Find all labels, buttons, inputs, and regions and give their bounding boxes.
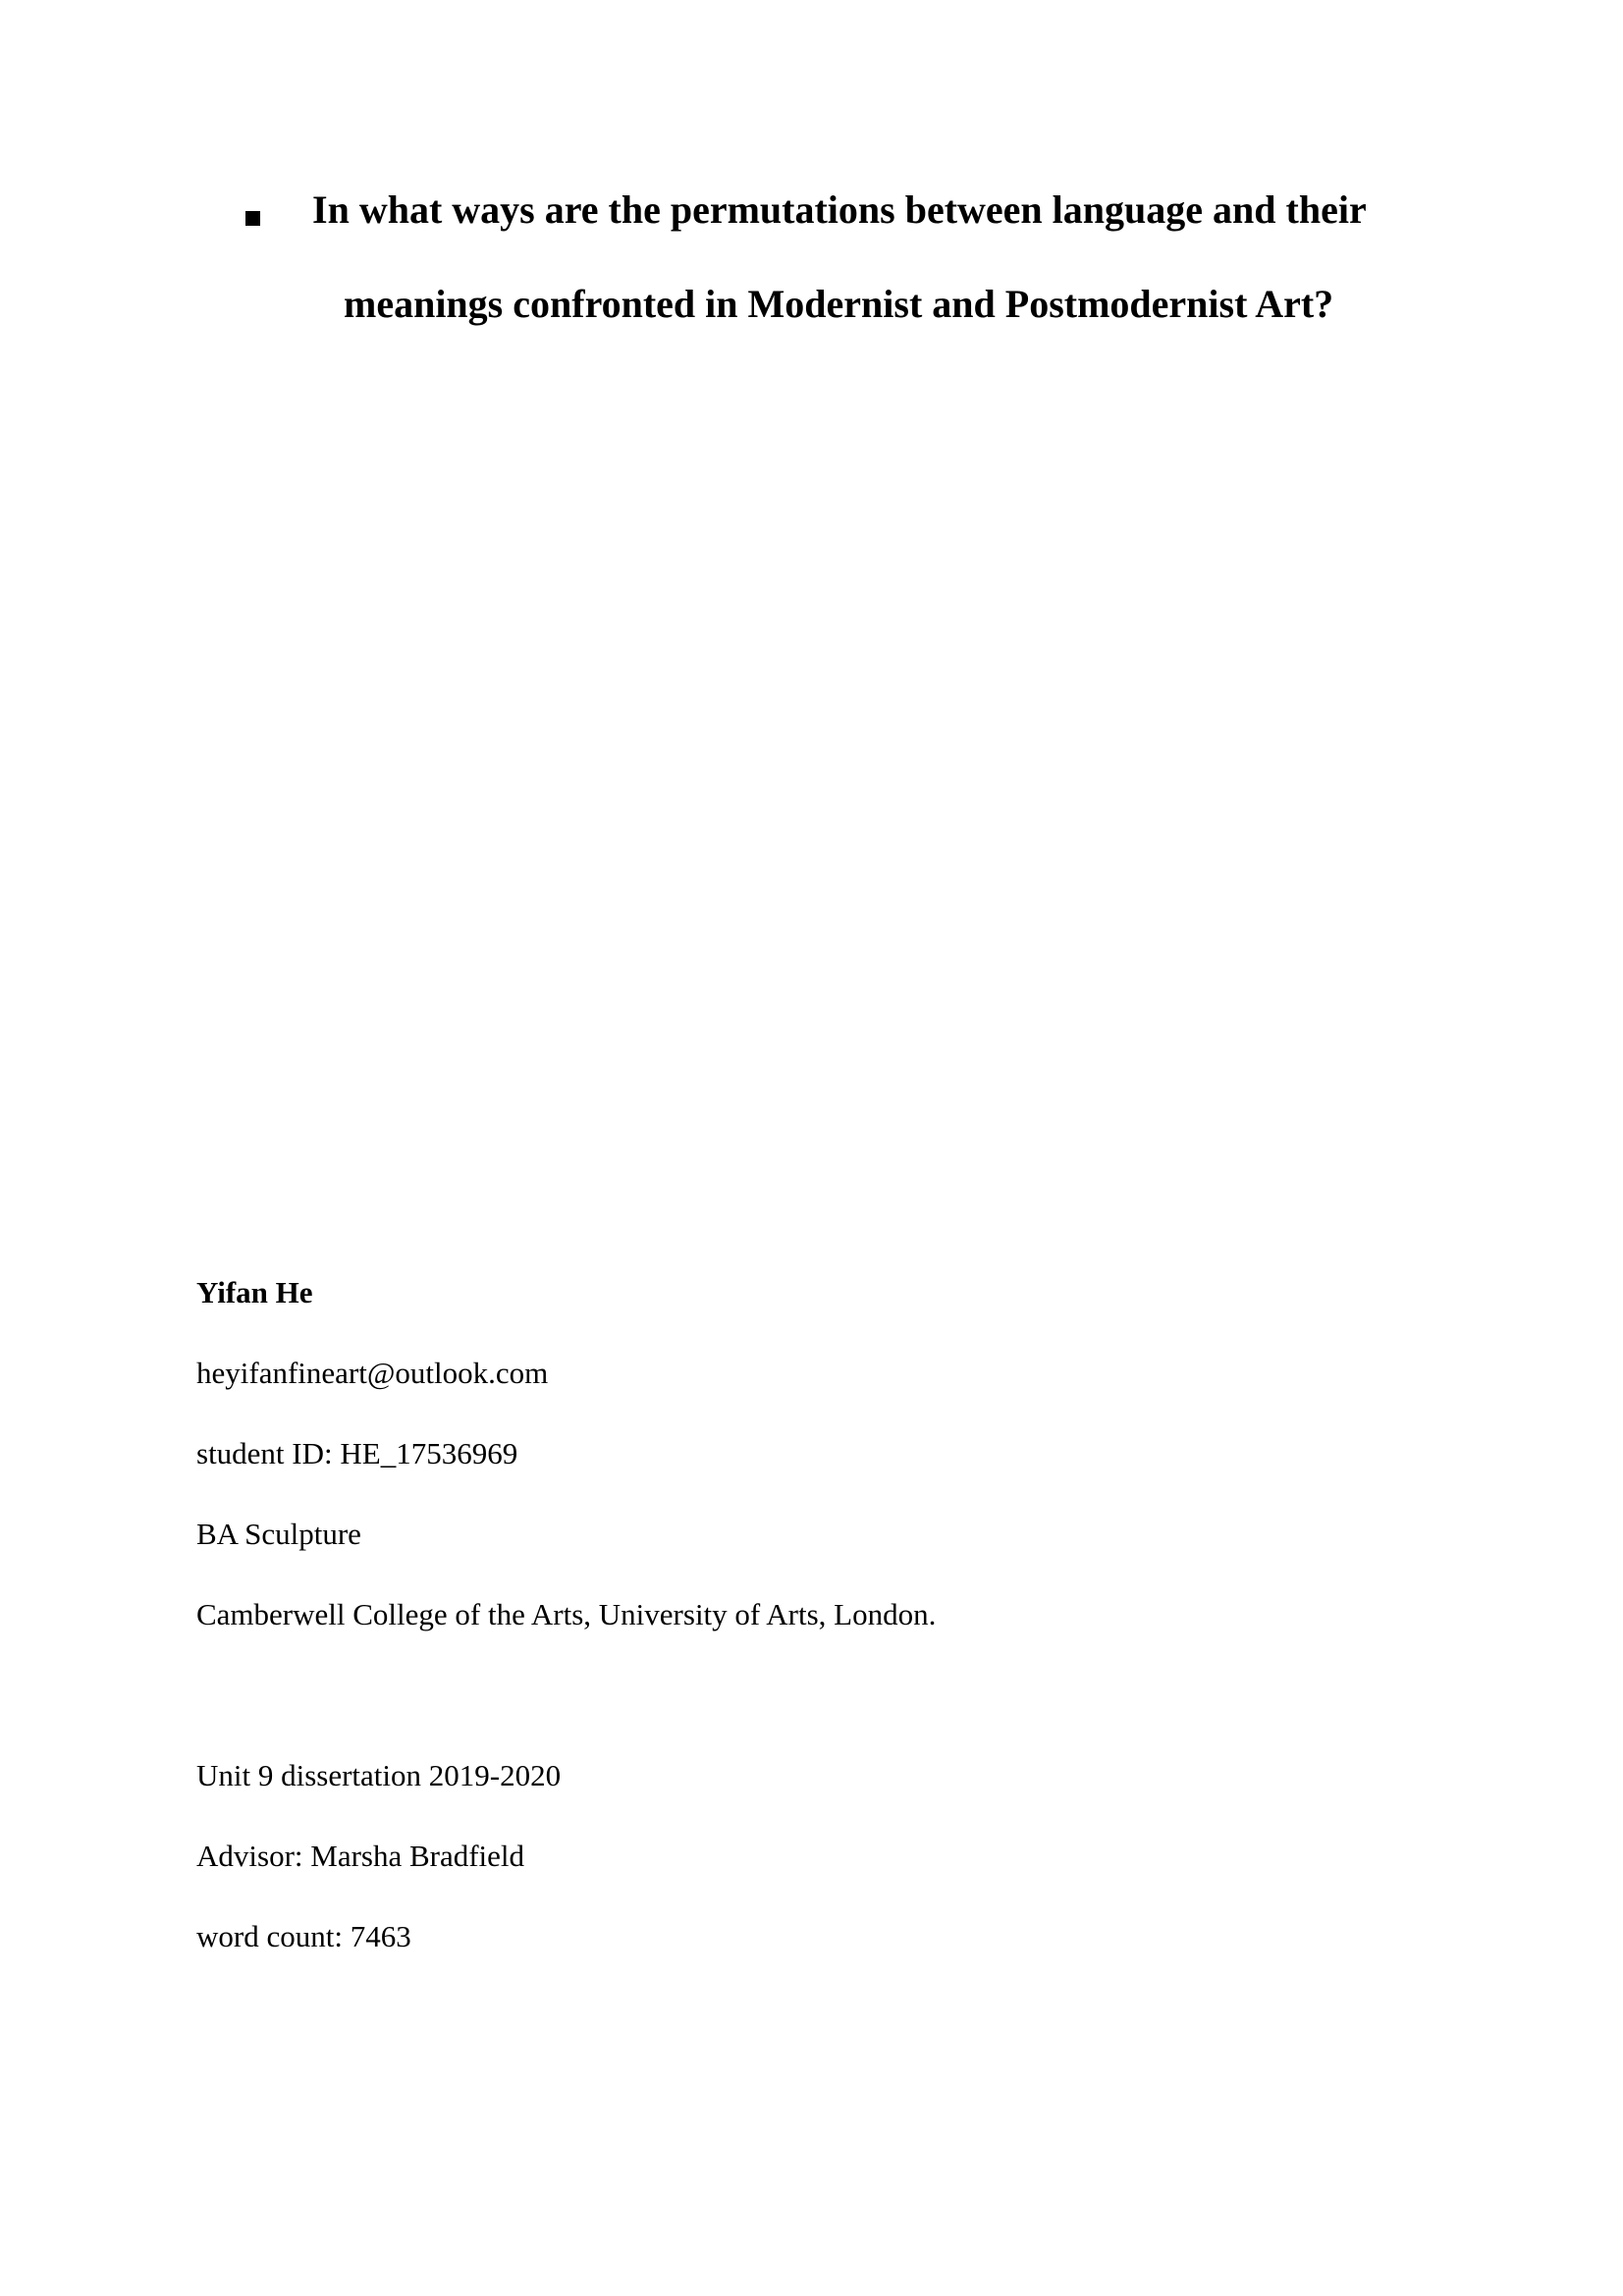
student-id: student ID: HE_17536969 xyxy=(196,1436,518,1470)
unit-dissertation: Unit 9 dissertation 2019-2020 xyxy=(196,1758,562,1792)
institution-name: Camberwell College of the Arts, University of Arts, London. xyxy=(196,1597,937,1631)
course-name: BA Sculpture xyxy=(196,1517,361,1551)
advisor-name: Advisor: Marsha Bradfield xyxy=(196,1839,525,1873)
title-line-2: meanings confronted in Modernist and Postmodernist Art? xyxy=(344,282,1334,326)
square-bullet-icon xyxy=(245,211,260,226)
author-email: heyifanfineart@outlook.com xyxy=(196,1356,549,1390)
word-count: word count: 7463 xyxy=(196,1919,411,1953)
title-line-1: In what ways are the permutations between language and their xyxy=(312,187,1367,232)
author-name: Yifan He xyxy=(196,1275,313,1309)
